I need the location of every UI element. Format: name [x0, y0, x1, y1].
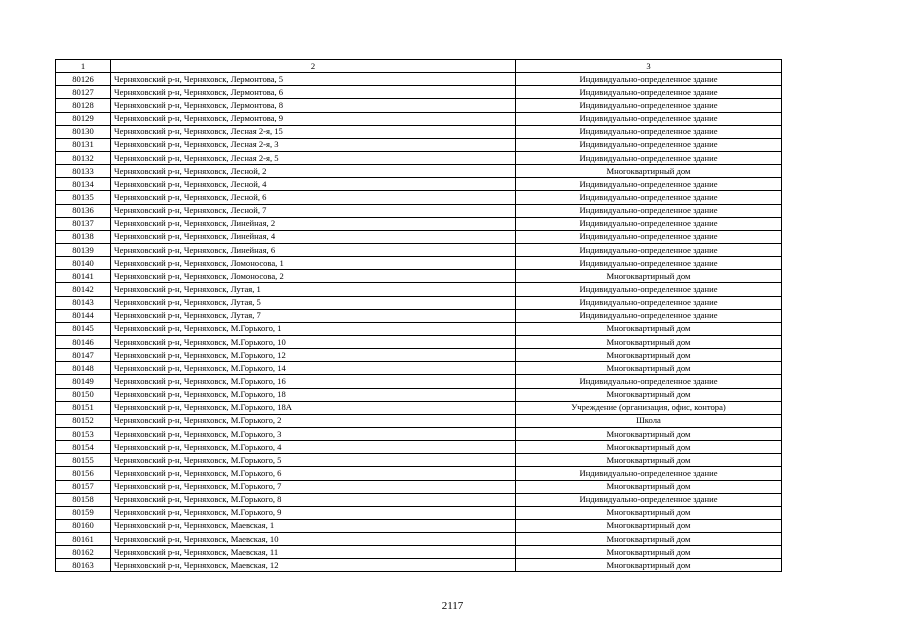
- table-row: [56, 414, 782, 427]
- row-number-cell: 80130: [56, 125, 111, 138]
- table-row: [56, 322, 782, 335]
- table-row: [56, 546, 782, 559]
- address-cell: Черняховский р-н, Черняховск, М.Горького, 6: [111, 467, 516, 480]
- address-cell: Черняховский р-н, Черняховск, М.Горького, 9: [111, 506, 516, 519]
- table-row: [56, 441, 782, 454]
- building-type-cell: Многоквартирный дом: [516, 519, 782, 532]
- table-row: [56, 519, 782, 532]
- table-row: [56, 112, 782, 125]
- page-number: 2117: [441, 600, 464, 612]
- row-number-cell: 80159: [56, 506, 111, 519]
- table-row: [56, 73, 782, 86]
- table-row: [56, 533, 782, 546]
- building-type-cell: Индивидуально-определенное здание: [516, 99, 782, 112]
- table-row: [56, 230, 782, 243]
- table-row: [56, 99, 782, 112]
- table-body: [56, 60, 782, 572]
- building-type-cell: Многоквартирный дом: [516, 427, 782, 440]
- address-cell: Черняховский р-н, Черняховск, Лутая, 5: [111, 296, 516, 309]
- row-number-cell: 80141: [56, 270, 111, 283]
- table-row: [56, 165, 782, 178]
- building-type-cell: Многоквартирный дом: [516, 165, 782, 178]
- building-type-cell: Индивидуально-определенное здание: [516, 283, 782, 296]
- building-type-cell: Индивидуально-определенное здание: [516, 217, 782, 230]
- table-row: [56, 257, 782, 270]
- property-table: [55, 59, 782, 572]
- building-type-cell: Индивидуально-определенное здание: [516, 191, 782, 204]
- table-row: [56, 309, 782, 322]
- row-number-cell: 80131: [56, 138, 111, 151]
- address-cell: Черняховский р-н, Черняховск, Лутая, 1: [111, 283, 516, 296]
- building-type-cell: Многоквартирный дом: [516, 506, 782, 519]
- row-number-cell: 80162: [56, 546, 111, 559]
- row-number-cell: 80143: [56, 296, 111, 309]
- address-cell: Черняховский р-н, Черняховск, Ломоносова, 1: [111, 257, 516, 270]
- row-number-cell: 80126: [56, 73, 111, 86]
- row-number-cell: 80134: [56, 178, 111, 191]
- row-number-cell: 80127: [56, 86, 111, 99]
- address-cell: Черняховский р-н, Черняховск, М.Горького, 18: [111, 388, 516, 401]
- row-number-cell: 80142: [56, 283, 111, 296]
- row-number-cell: 80149: [56, 375, 111, 388]
- building-type-cell: Индивидуально-определенное здание: [516, 204, 782, 217]
- building-type-cell: Индивидуально-определенное здание: [516, 309, 782, 322]
- table-row: [56, 243, 782, 256]
- building-type-cell: Индивидуально-определенное здание: [516, 230, 782, 243]
- row-number-cell: 80129: [56, 112, 111, 125]
- address-cell: Черняховский р-н, Черняховск, М.Горького, 5: [111, 454, 516, 467]
- table-row: [56, 480, 782, 493]
- building-type-cell: Индивидуально-определенное здание: [516, 138, 782, 151]
- address-cell: Черняховский р-н, Черняховск, М.Горького, 14: [111, 362, 516, 375]
- building-type-cell: Многоквартирный дом: [516, 454, 782, 467]
- building-type-cell: Многоквартирный дом: [516, 559, 782, 572]
- building-type-cell: Индивидуально-определенное здание: [516, 375, 782, 388]
- address-cell: Черняховский р-н, Черняховск, Лесной, 2: [111, 165, 516, 178]
- row-number-cell: 80155: [56, 454, 111, 467]
- row-number-cell: 80135: [56, 191, 111, 204]
- building-type-cell: Многоквартирный дом: [516, 480, 782, 493]
- building-type-cell: Многоквартирный дом: [516, 322, 782, 335]
- column-header-3: 3: [516, 60, 782, 73]
- address-cell: Черняховский р-н, Черняховск, Лесная 2-я, 5: [111, 151, 516, 164]
- table-row: [56, 388, 782, 401]
- row-number-cell: 80144: [56, 309, 111, 322]
- address-cell: Черняховский р-н, Черняховск, М.Горького, 7: [111, 480, 516, 493]
- table-row: [56, 178, 782, 191]
- row-number-cell: 80161: [56, 533, 111, 546]
- address-cell: Черняховский р-н, Черняховск, М.Горького, 18А: [111, 401, 516, 414]
- row-number-cell: 80150: [56, 388, 111, 401]
- address-cell: Черняховский р-н, Черняховск, Лутая, 7: [111, 309, 516, 322]
- table-row: [56, 427, 782, 440]
- row-number-cell: 80128: [56, 99, 111, 112]
- address-cell: Черняховский р-н, Черняховск, Лермонтова, 8: [111, 99, 516, 112]
- address-cell: Черняховский р-н, Черняховск, М.Горького, 16: [111, 375, 516, 388]
- row-number-cell: 80158: [56, 493, 111, 506]
- address-cell: Черняховский р-н, Черняховск, Лермонтова, 6: [111, 86, 516, 99]
- table-header-row: [56, 60, 782, 73]
- table-row: [56, 506, 782, 519]
- table-row: [56, 375, 782, 388]
- address-cell: Черняховский р-н, Черняховск, М.Горького, 10: [111, 335, 516, 348]
- address-cell: Черняховский р-н, Черняховск, Ломоносова, 2: [111, 270, 516, 283]
- table-row: [56, 467, 782, 480]
- building-type-cell: Многоквартирный дом: [516, 349, 782, 362]
- row-number-cell: 80139: [56, 243, 111, 256]
- address-cell: Черняховский р-н, Черняховск, М.Горького, 12: [111, 349, 516, 362]
- address-cell: Черняховский р-н, Черняховск, Маевская, 10: [111, 533, 516, 546]
- row-number-cell: 80157: [56, 480, 111, 493]
- building-type-cell: Индивидуально-определенное здание: [516, 243, 782, 256]
- address-cell: Черняховский р-н, Черняховск, Лесная 2-я, 3: [111, 138, 516, 151]
- address-cell: Черняховский р-н, Черняховск, М.Горького, 4: [111, 441, 516, 454]
- column-header-2: 2: [111, 60, 516, 73]
- row-number-cell: 80151: [56, 401, 111, 414]
- row-number-cell: 80140: [56, 257, 111, 270]
- table-row: [56, 454, 782, 467]
- row-number-cell: 80132: [56, 151, 111, 164]
- table-row: [56, 283, 782, 296]
- table-row: [56, 204, 782, 217]
- table-row: [56, 86, 782, 99]
- table-row: [56, 362, 782, 375]
- row-number-cell: 80133: [56, 165, 111, 178]
- table-row: [56, 296, 782, 309]
- building-type-cell: Индивидуально-определенное здание: [516, 257, 782, 270]
- address-cell: Черняховский р-н, Черняховск, Лермонтова, 9: [111, 112, 516, 125]
- address-cell: Черняховский р-н, Черняховск, Линейная, 6: [111, 243, 516, 256]
- row-number-cell: 80147: [56, 349, 111, 362]
- building-type-cell: Индивидуально-определенное здание: [516, 112, 782, 125]
- address-cell: Черняховский р-н, Черняховск, Линейная, 2: [111, 217, 516, 230]
- building-type-cell: Многоквартирный дом: [516, 546, 782, 559]
- table-row: [56, 270, 782, 283]
- building-type-cell: Индивидуально-определенное здание: [516, 86, 782, 99]
- row-number-cell: 80145: [56, 322, 111, 335]
- address-cell: Черняховский р-н, Черняховск, М.Горького, 8: [111, 493, 516, 506]
- address-cell: Черняховский р-н, Черняховск, Лесной, 6: [111, 191, 516, 204]
- table-row: [56, 125, 782, 138]
- building-type-cell: Многоквартирный дом: [516, 362, 782, 375]
- row-number-cell: 80146: [56, 335, 111, 348]
- building-type-cell: Многоквартирный дом: [516, 533, 782, 546]
- address-cell: Черняховский р-н, Черняховск, М.Горького, 3: [111, 427, 516, 440]
- building-type-cell: Индивидуально-определенное здание: [516, 296, 782, 309]
- table-row: [56, 191, 782, 204]
- table-row: [56, 335, 782, 348]
- address-cell: Черняховский р-н, Черняховск, М.Горького, 2: [111, 414, 516, 427]
- row-number-cell: 80137: [56, 217, 111, 230]
- building-type-cell: Индивидуально-определенное здание: [516, 151, 782, 164]
- address-cell: Черняховский р-н, Черняховск, М.Горького, 1: [111, 322, 516, 335]
- row-number-cell: 80163: [56, 559, 111, 572]
- table-row: [56, 401, 782, 414]
- table-row: [56, 151, 782, 164]
- address-cell: Черняховский р-н, Черняховск, Лермонтова, 5: [111, 73, 516, 86]
- building-type-cell: Многоквартирный дом: [516, 441, 782, 454]
- table-row: [56, 138, 782, 151]
- building-type-cell: Многоквартирный дом: [516, 388, 782, 401]
- table-row: [56, 493, 782, 506]
- address-cell: Черняховский р-н, Черняховск, Лесная 2-я, 15: [111, 125, 516, 138]
- building-type-cell: Индивидуально-определенное здание: [516, 493, 782, 506]
- building-type-cell: Многоквартирный дом: [516, 335, 782, 348]
- row-number-cell: 80152: [56, 414, 111, 427]
- building-type-cell: Учреждение (организация, офис, контора): [516, 401, 782, 414]
- building-type-cell: Многоквартирный дом: [516, 270, 782, 283]
- column-header-1: 1: [56, 60, 111, 73]
- building-type-cell: Индивидуально-определенное здание: [516, 467, 782, 480]
- building-type-cell: Индивидуально-определенное здание: [516, 73, 782, 86]
- address-cell: Черняховский р-н, Черняховск, Маевская, 12: [111, 559, 516, 572]
- row-number-cell: 80153: [56, 427, 111, 440]
- building-type-cell: Индивидуально-определенное здание: [516, 178, 782, 191]
- row-number-cell: 80154: [56, 441, 111, 454]
- address-cell: Черняховский р-н, Черняховск, Лесной, 4: [111, 178, 516, 191]
- row-number-cell: 80160: [56, 519, 111, 532]
- address-cell: Черняховский р-н, Черняховск, Лесной, 7: [111, 204, 516, 217]
- row-number-cell: 80156: [56, 467, 111, 480]
- table-row: [56, 217, 782, 230]
- row-number-cell: 80148: [56, 362, 111, 375]
- address-cell: Черняховский р-н, Черняховск, Маевская, 11: [111, 546, 516, 559]
- address-cell: Черняховский р-н, Черняховск, Маевская, 1: [111, 519, 516, 532]
- row-number-cell: 80136: [56, 204, 111, 217]
- address-cell: Черняховский р-н, Черняховск, Линейная, 4: [111, 230, 516, 243]
- table-row: [56, 349, 782, 362]
- row-number-cell: 80138: [56, 230, 111, 243]
- building-type-cell: Школа: [516, 414, 782, 427]
- building-type-cell: Индивидуально-определенное здание: [516, 125, 782, 138]
- table-row: [56, 559, 782, 572]
